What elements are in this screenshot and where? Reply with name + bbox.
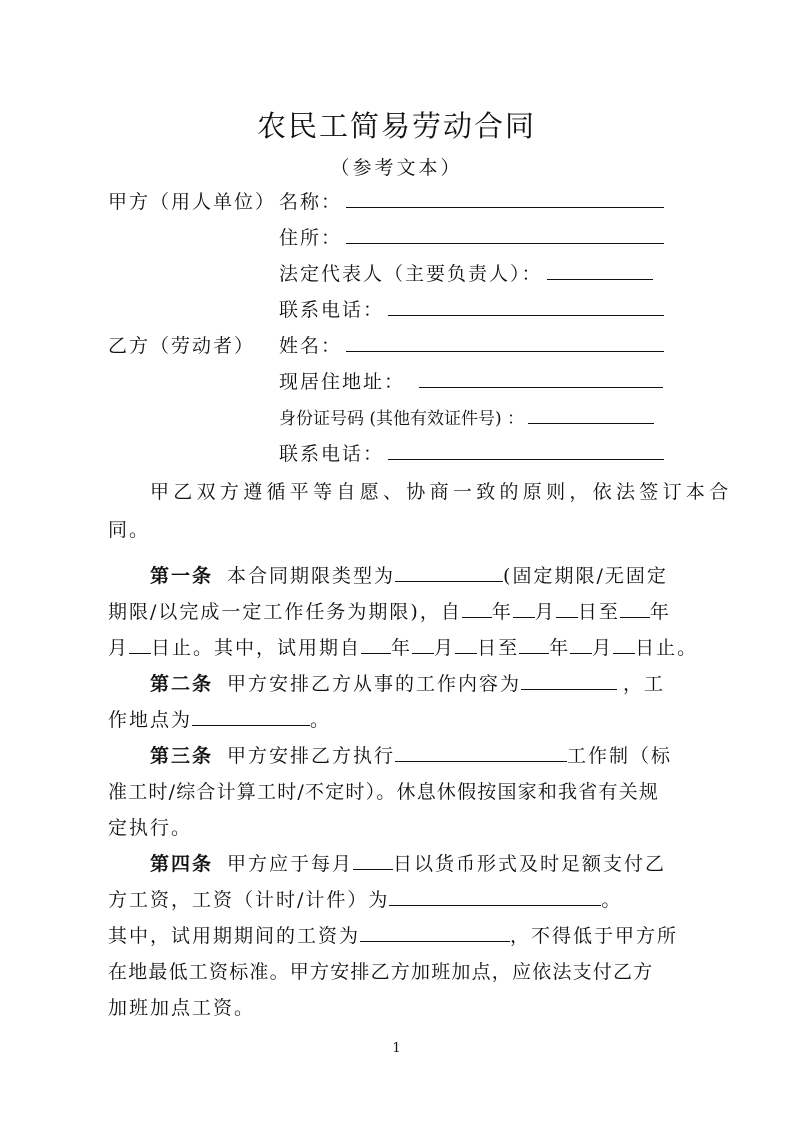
article-1-month-2: 月 (108, 637, 130, 659)
article-4-heading: 第四条 (150, 853, 214, 875)
article-1-year-end: 年 (649, 601, 671, 623)
article-4-line-1 (150, 851, 666, 877)
work-system-field[interactable] (395, 743, 567, 762)
article-4-line3-text: 其中，试用期期间的工资为 (108, 925, 361, 947)
page-number: 1 (392, 1041, 401, 1056)
article-3-text-a: 甲方安排乙方执行 (227, 745, 396, 767)
article-1-day-stop-2: 日止。 (635, 637, 699, 659)
party-b-name-row (279, 333, 664, 359)
article-4-text-a: 甲方应于每月 (227, 853, 354, 875)
article-2-line2-text: 作地点为 (108, 709, 193, 731)
party-b-phone-label: 联系电话： (279, 443, 385, 465)
work-location-field[interactable] (192, 707, 310, 726)
article-2-line2-end: 。 (310, 709, 332, 731)
party-a-address-label: 住所： (279, 227, 343, 249)
article-4-line-3 (108, 923, 678, 949)
party-a-rep-field[interactable] (547, 261, 653, 280)
article-1-line-3 (108, 635, 698, 661)
party-a-label: 甲方（用人单位） (108, 191, 277, 213)
probation-end-year-field[interactable] (519, 635, 549, 654)
article-3-line-1 (150, 743, 672, 769)
article-2-heading: 第二条 (150, 673, 214, 695)
intro-line-1: 甲乙双方遵循平等自愿、协商一致的原则，依法签订本合 (150, 481, 733, 503)
probation-end-month-field[interactable] (570, 635, 592, 654)
article-1-year-2: 年 (391, 637, 413, 659)
article-2-line-1 (150, 671, 665, 697)
article-2-text-a: 甲方安排乙方从事的工作内容为 (227, 673, 522, 695)
document-title: 农民工简易劳动合同 (256, 109, 536, 143)
probation-start-month-field[interactable] (412, 635, 434, 654)
party-b-phone-field[interactable] (388, 441, 664, 460)
wage-field[interactable] (389, 887, 601, 906)
party-b-address-field[interactable] (419, 369, 663, 388)
start-year-field[interactable] (462, 599, 492, 618)
article-2-line-2 (108, 707, 331, 733)
party-a-name-row (279, 189, 664, 215)
party-b-phone-row (279, 441, 664, 467)
probation-start-year-field[interactable] (361, 635, 391, 654)
party-b-id-row (279, 405, 654, 432)
probation-start-day-field[interactable] (455, 635, 477, 654)
start-month-field[interactable] (513, 599, 535, 618)
article-3-line-3: 定执行。 (108, 817, 193, 839)
party-b-id-field[interactable] (528, 405, 654, 424)
article-4-line-5: 加班加点工资。 (108, 997, 256, 1019)
article-1-line-2 (108, 599, 671, 625)
article-2-text-b: ，工 (623, 673, 666, 695)
article-1-day-to-2: 日至 (477, 637, 520, 659)
party-a-name-field[interactable] (346, 189, 664, 208)
party-a-phone-label: 联系电话： (279, 299, 385, 321)
article-3-text-b: 工作制（标 (567, 745, 673, 767)
party-a-rep-row (279, 261, 653, 287)
start-day-field[interactable] (556, 599, 578, 618)
party-b-label: 乙方（劳动者） (108, 335, 256, 357)
article-4-line-4: 在地最低工资标准。甲方安排乙方加班加点，应依法支付乙方 (108, 961, 654, 983)
article-4-line2-text: 方工资，工资（计时/计件）为 (108, 889, 390, 911)
article-1-day-stop: 日止。其中，试用期自 (151, 637, 362, 659)
probation-wage-field[interactable] (360, 923, 510, 942)
article-1-line-1 (150, 563, 668, 589)
party-a-phone-field[interactable] (388, 297, 664, 316)
party-b-id-label: 身份证号码 (其他有效证件号) ： (279, 409, 525, 429)
work-content-field[interactable] (521, 671, 617, 690)
document-subtitle: （参考文本） (330, 157, 463, 179)
article-1-heading: 第一条 (150, 565, 214, 587)
article-1-month-4: 月 (592, 637, 614, 659)
article-1-line2-text: 期限/以完成一定工作任务为期限)，自 (108, 601, 462, 623)
party-a-rep-label: 法定代表人（主要负责人）： (279, 263, 543, 285)
article-3-line-2: 准工时/综合计算工时/不定时）。休息休假按国家和我省有关规 (108, 781, 660, 803)
article-1-year: 年 (491, 601, 513, 623)
party-b-name-field[interactable] (346, 333, 664, 352)
article-3-heading: 第三条 (150, 745, 214, 767)
article-1-text-a: 本合同期限类型为 (227, 565, 396, 587)
article-4-line2-end: 。 (601, 889, 623, 911)
end-day-field[interactable] (129, 635, 151, 654)
party-b-address-label: 现居住地址： (279, 371, 406, 393)
article-1-year-3: 年 (549, 637, 571, 659)
intro-line-2: 同。 (108, 519, 151, 541)
article-4-line3-end: ，不得低于甲方所 (510, 925, 679, 947)
party-a-phone-row (279, 297, 664, 323)
party-b-address-row (279, 369, 663, 395)
party-b-name-label: 姓名： (279, 335, 343, 357)
article-4-line-2 (108, 887, 622, 913)
article-1-month: 月 (534, 601, 556, 623)
end-year-field[interactable] (620, 599, 650, 618)
article-1-day-to: 日至 (577, 601, 620, 623)
party-a-address-row (279, 225, 664, 251)
party-a-name-label: 名称： (279, 191, 343, 213)
article-4-text-b: 日以货币形式及时足额支付乙 (393, 853, 667, 875)
contract-type-field[interactable] (395, 563, 503, 582)
pay-day-field[interactable] (353, 851, 393, 870)
probation-end-day-field[interactable] (613, 635, 635, 654)
article-1-text-b: (固定期限/无固定 (503, 565, 668, 587)
party-a-address-field[interactable] (346, 225, 664, 244)
article-1-month-3: 月 (434, 637, 456, 659)
